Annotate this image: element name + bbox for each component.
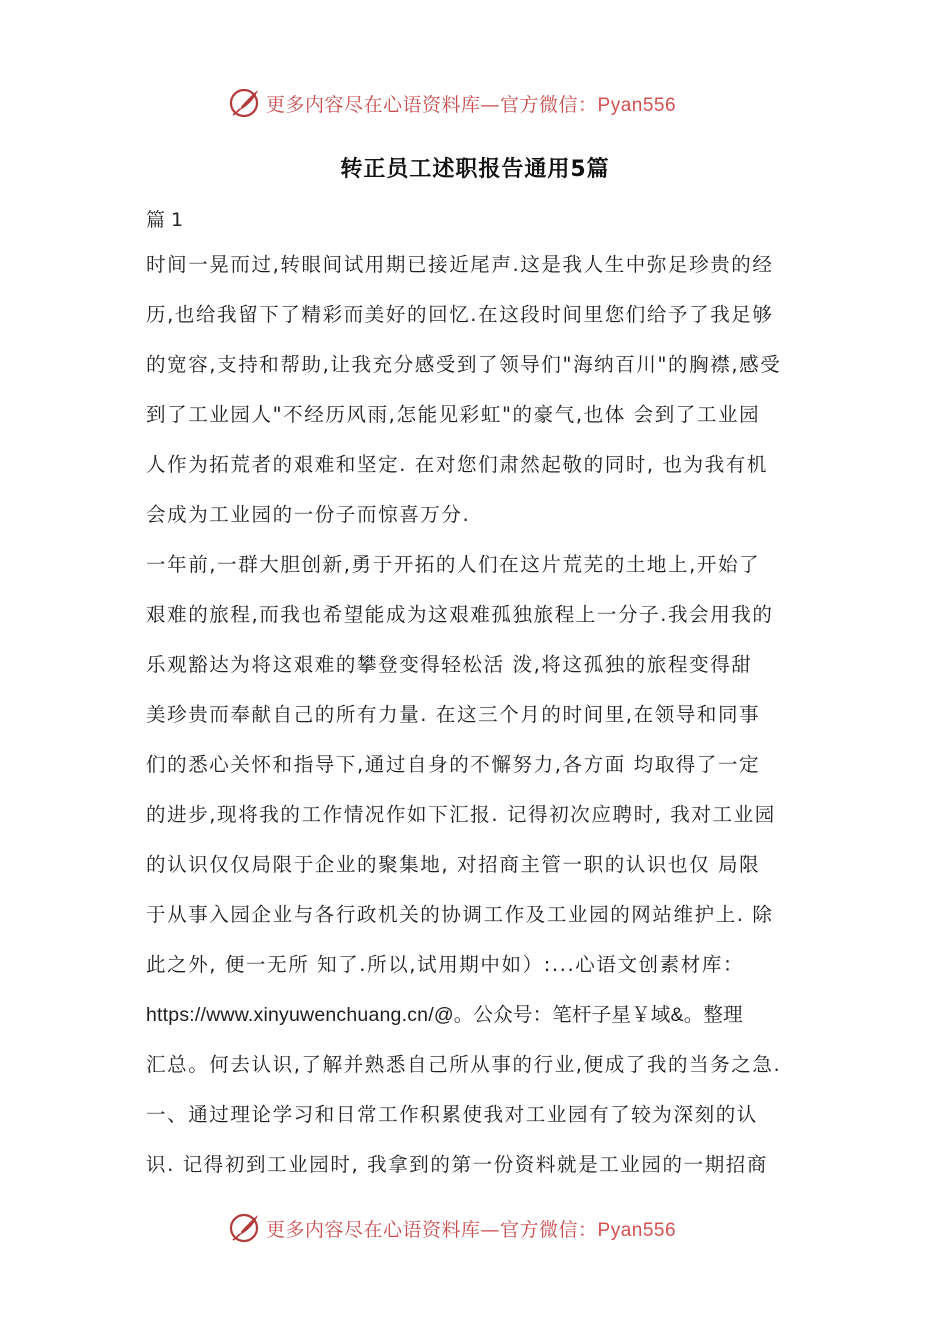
header-banner <box>228 83 676 123</box>
text-line: 的进步,现将我的工作情况作如下汇报. 记得初次应聘时, 我对工业园 <box>146 803 776 826</box>
quill-pen-logo-icon <box>228 1211 262 1245</box>
text-line: 于从事入园企业与各行政机关的协调工作及工业园的网站维护上. 除 <box>146 903 774 926</box>
section-label: 篇 1 <box>146 209 184 231</box>
text-line-url: https://www.xinyuwenchuang.cn/@。公众号：笔杆子星￥域&。整理 <box>146 1004 743 1026</box>
text-line: 艰难的旅程,而我也希望能成为这艰难孤独旅程上一分子.我会用我的 <box>146 603 774 626</box>
text-line: 时间一晃而过,转眼间试用期已接近尾声.这是我人生中弥足珍贵的经 <box>146 253 774 276</box>
banner-wechat-id: Pyan556 <box>597 94 677 116</box>
banner-text <box>266 1215 676 1242</box>
text-line: 的认识仅仅局限于企业的聚集地, 对招商主管一职的认识也仅 局限 <box>146 853 761 876</box>
text-line: 乐观豁达为将这艰难的攀登变得轻松活 泼,将这孤独的旅程变得甜 <box>146 653 753 676</box>
document-title: 转正员工述职报告通用5篇 <box>340 157 610 182</box>
text-line: 汇总。何去认识,了解并熟悉自己所从事的行业,便成了我的当务之急. <box>146 1053 782 1076</box>
banner-slogan: 更多内容尽在心语资料库—官方微信： <box>266 93 598 116</box>
text-line: 到了工业园人"不经历风雨,怎能见彩虹"的豪气,也体 会到了工业园 <box>146 403 761 426</box>
quill-pen-logo-icon <box>228 86 262 120</box>
footer-banner <box>228 1208 676 1248</box>
banner-wechat-id: Pyan556 <box>597 1219 677 1241</box>
text-line: 的宽容,支持和帮助,让我充分感受到了领导们"海纳百川"的胸襟,感受 <box>146 353 782 376</box>
body-text <box>146 240 811 1190</box>
text-line: 们的悉心关怀和指导下,通过自身的不懈努力,各方面 均取得了一定 <box>146 753 761 776</box>
text-line: 识. 记得初到工业园时, 我拿到的第一份资料就是工业园的一期招商 <box>146 1153 768 1176</box>
text-line: 人作为拓荒者的艰难和坚定. 在对您们肃然起敬的同时, 也为我有机 <box>146 453 768 476</box>
banner-slogan: 更多内容尽在心语资料库—官方微信： <box>266 1218 598 1241</box>
text-line: 历,也给我留下了精彩而美好的回忆.在这段时间里您们给予了我足够 <box>146 303 774 326</box>
text-line: 一年前,一群大胆创新,勇于开拓的人们在这片荒芜的土地上,开始了 <box>146 553 761 576</box>
text-line: 美珍贵而奉献自己的所有力量. 在这三个月的时间里,在领导和同事 <box>146 703 761 726</box>
banner-text <box>266 90 676 117</box>
text-line: 此之外, 便一无所 知了.所以,试用期中如）:...心语文创素材库： <box>146 953 745 976</box>
text-line: 一、通过理论学习和日常工作积累使我对工业园有了较为深刻的认 <box>146 1103 758 1126</box>
text-line: 会成为工业园的一份子而惊喜万分. <box>146 503 471 526</box>
